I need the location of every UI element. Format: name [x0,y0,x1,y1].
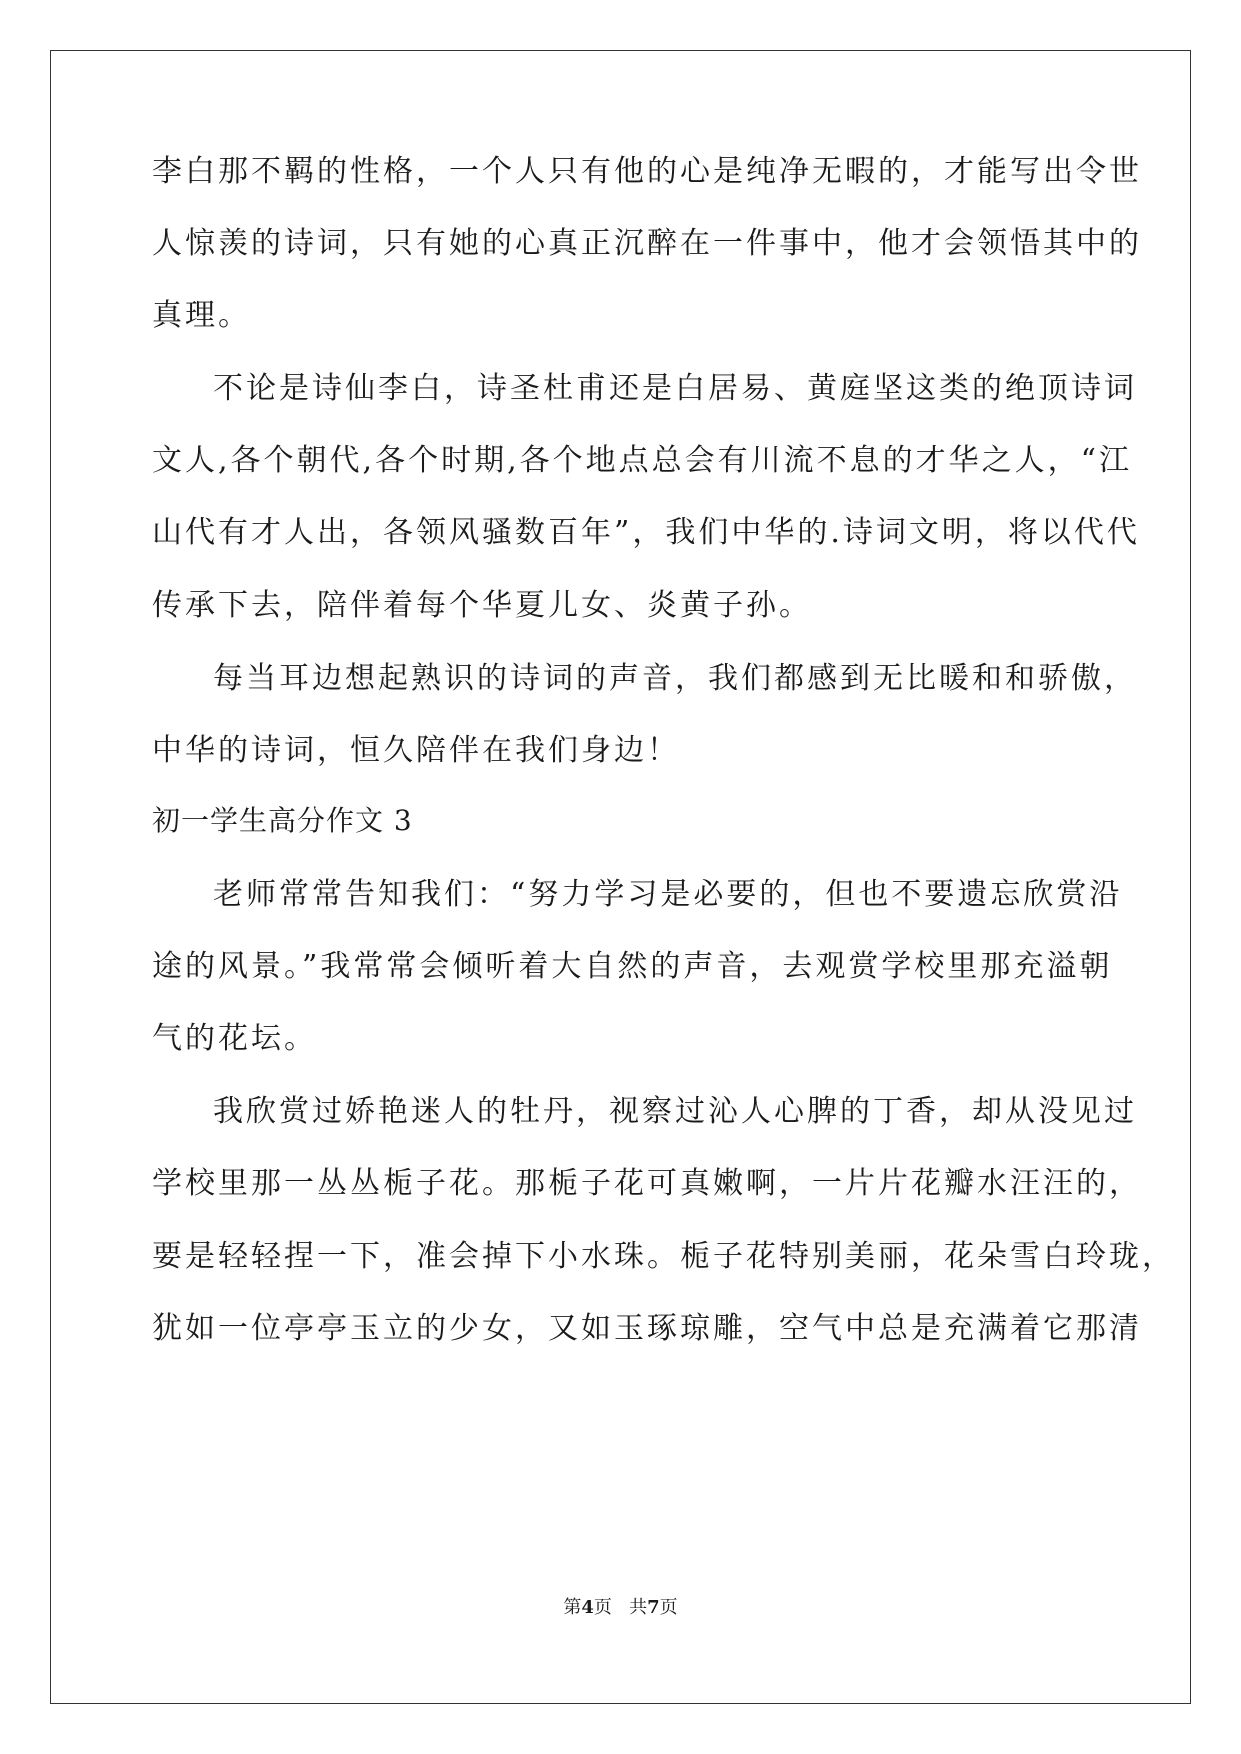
paragraph-line: 山代有才人出，各领风骚数百年”，我们中华的.诗词文明，将以代代 [152,515,1140,550]
footer-page-unit: 页 [593,1597,612,1618]
paragraph-line: 我欣赏过娇艳迷人的牡丹，视察过沁人心脾的丁香，却从没见过 [213,1094,1137,1129]
paragraph-line: 要是轻轻捏一下，准会掉下小水珠。栀子花特别美丽，花朵雪白玲珑， [152,1239,1175,1274]
paragraph-line: 李白那不羁的性格，一个人只有他的心是纯净无暇的，才能写出令世 [152,154,1142,189]
paragraph-line: 气的花坛。 [152,1021,317,1056]
paragraph-line: 文人,各个朝代,各个时期,各个地点总会有川流不息的才华之人，“江 [152,443,1132,478]
paragraph-line: 传承下去，陪伴着每个华夏儿女、炎黄子孙。 [152,588,812,623]
paragraph-line: 人惊羡的诗词，只有她的心真正沉醉在一件事中，他才会领悟其中的 [152,226,1142,261]
paragraph-line: 真理。 [152,298,251,333]
total-page-count: 7 [647,1597,660,1618]
footer-total-prefix: 共 [629,1597,648,1618]
page-footer [0,1596,1241,1620]
paragraph-line: 途的风景。”我常常会倾听着大自然的声音，去观赏学校里那充溢朝 [152,949,1113,984]
section-heading: 初一学生高分作文 3 [152,804,413,837]
paragraph-line: 老师常常告知我们：“努力学习是必要的，但也不要遗忘欣赏沿 [213,877,1123,912]
footer-total-unit: 页 [659,1597,678,1618]
paragraph-line: 学校里那一丛丛栀子花。那栀子花可真嫩啊，一片片花瓣水汪汪的， [152,1166,1142,1201]
paragraph-line: 犹如一位亭亭玉立的少女，又如玉琢琼雕，空气中总是充满着它那清 [152,1311,1142,1346]
paragraph-line: 不论是诗仙李白，诗圣杜甫还是白居易、黄庭坚这类的绝顶诗词 [213,371,1137,406]
footer-page-prefix: 第 [563,1597,582,1618]
paragraph-line: 中华的诗词，恒久陪伴在我们身边！ [152,733,680,768]
paragraph-line: 每当耳边想起熟识的诗词的声音，我们都感到无比暖和和骄傲， [213,661,1137,696]
current-page-number: 4 [581,1597,594,1618]
